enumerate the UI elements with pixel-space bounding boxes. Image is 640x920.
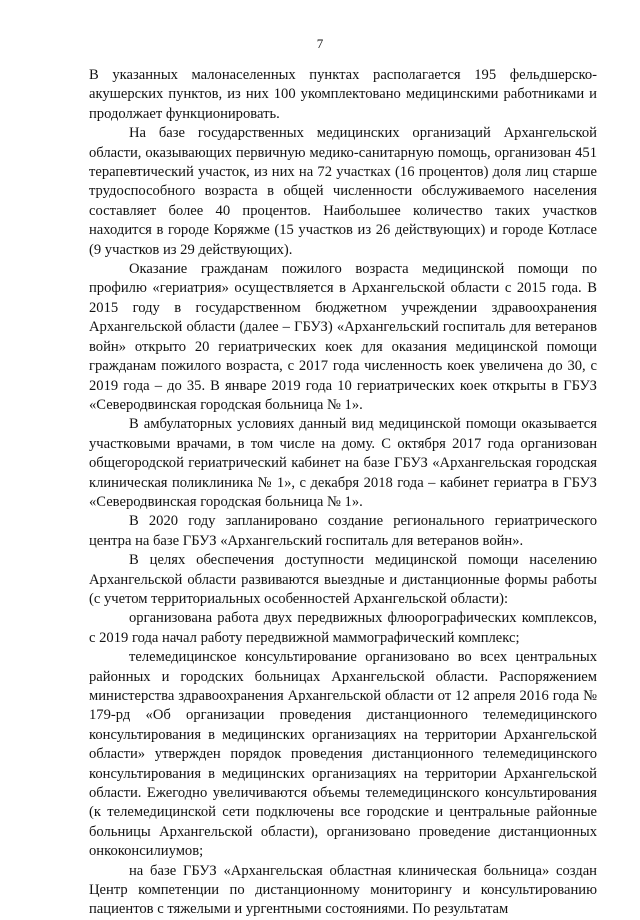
page-number: 7 bbox=[316, 36, 324, 51]
paragraph-outpatient-care: В амбулаторных условиях данный вид медицинской помощи оказывается участковыми врачами, в том числе на дому. С октября 2017 года организован общегородской гериатрический кабинет на базе ГБУЗ «Архангельская городская клиническая поликлиника № 1», с декабря 2018 года – кабинет гериатра в ГБУЗ «Северодвинская городская больница № 1». bbox=[89, 416, 597, 510]
paragraph-mobile-complexes: организована работа двух передвижных флюорографических комплексов, с 2019 года начал работу передвижной маммографический комплекс; bbox=[89, 610, 597, 646]
paragraph-telemedicine: телемедицинское консультирование организовано во всех центральных районных и городских больницах Архангельской области. Распоряжением министерства здравоохранения Архангельской области от 12 апреля 2016 года № 179-рд «Об организации проведения дистанционного телемедицинского консультирования в медицинских организациях на территории Архангельской области» утвержден порядок проведения дистанционного телемедицинского консультирования в медицинских организациях на территории Архангельской области. Ежегодно увеличиваются объемы телемедицинского консультирования (к телемедицинской сети подключены все городские и центральные районные больницы Архангельской области), организовано проведение дистанционных онкоконсилиумов; bbox=[89, 649, 597, 860]
paragraph-fap-count: В указанных малонаселенных пунктах располагается 195 фельдшерско-акушерских пунктов, из них 100 укомплектовано медицинскими работниками и продолжает функционировать. bbox=[89, 67, 597, 122]
paragraph-therapeutic-districts: На базе государственных медицинских организаций Архангельской области, оказывающих первичную медико-санитарную помощь, организован 451 терапевтический участок, из них на 72 участках (16 процентов) доля лиц старше трудоспособного возраста в общей численности обслуживаемого населения составляет более 40 процентов. Наибольшее количество таких участков находится в городе Коряжме (15 участков из 26 действующих) и городе Котласе (9 участков из 29 действующих). bbox=[89, 125, 597, 258]
paragraph-competence-center: на базе ГБУЗ «Архангельская областная клиническая больница» создан Центр компетенции по дистанционному мониторингу и консультированию пациентов с тяжелыми и ургентными состояниями. По результатам bbox=[89, 862, 597, 918]
paragraph-geriatrics-profile: Оказание гражданам пожилого возраста медицинской помощи по профилю «гериатрия» осуществляется в Архангельской области с 2015 года. В 2015 году в государственном бюджетном учреждении здравоохранения Архангельской области (далее – ГБУЗ) «Архангельский госпиталь для ветеранов войн» открыто 20 гериатрических коек для оказания медицинской помощи гражданам пожилого возраста, с 2017 года численность коек увеличена до 30, с 2019 года – до 35. В январе 2019 года 10 гериатрических коек открыты в ГБУЗ «Северодвинская городская больница № 1». bbox=[89, 261, 597, 413]
paragraph-remote-forms: В целях обеспечения доступности медицинской помощи населению Архангельской области развиваются выездные и дистанционные формы работы (с учетом территориальных особенностей Архангельской области): bbox=[89, 552, 597, 607]
document-body bbox=[89, 66, 597, 920]
paragraph-regional-center: В 2020 году запланировано создание регионального гериатрического центра на базе ГБУЗ «Архангельский госпиталь для ветеранов войн». bbox=[89, 513, 597, 549]
